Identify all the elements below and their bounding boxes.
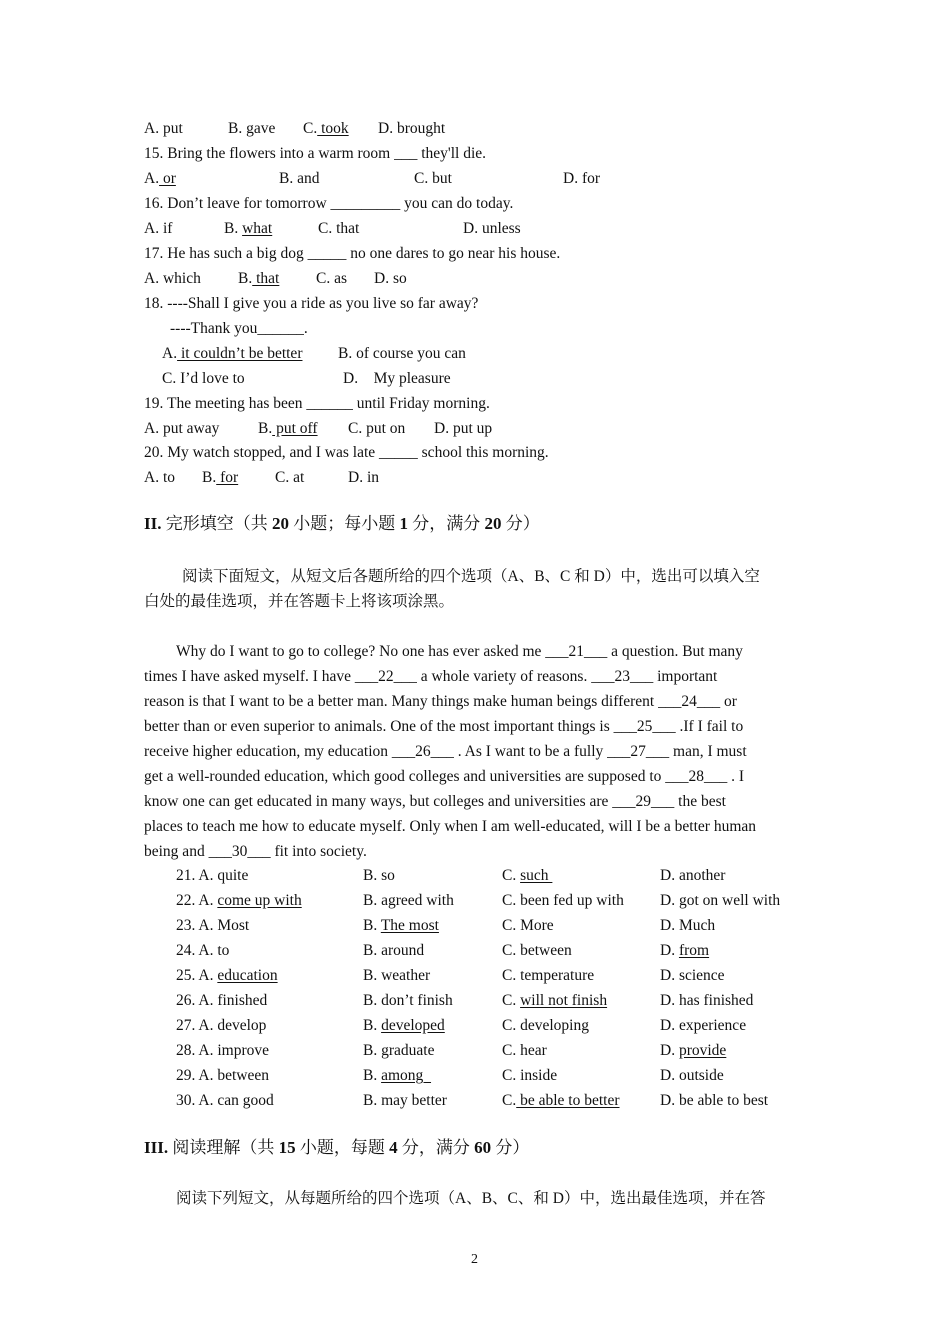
passage-line: Why do I want to go to college? No one has ever asked me ___21___ a question. But many [176, 643, 743, 660]
q18-option-b: B. of course you can [338, 345, 466, 362]
option-a: 30. A. can good [176, 1092, 274, 1109]
q16-stem: 16. Don’t leave for tomorrow _________ you can do today. [144, 195, 514, 212]
q20-option-b: B. for [202, 469, 239, 486]
option-a: 28. A. improve [176, 1042, 269, 1059]
q19-option-d: D. put up [434, 420, 493, 437]
passage-line: being and ___30___ fit into society. [144, 843, 367, 860]
q20-option-a: A. to [144, 469, 175, 486]
q15-option-b: B. and [279, 170, 320, 187]
option-b: B. weather [363, 967, 431, 984]
option-d: D. another [660, 867, 726, 884]
option-c: C. will not finish [502, 992, 608, 1009]
option-a: 29. A. between [176, 1067, 269, 1084]
q16-option-b: B. what [224, 220, 273, 237]
page-number: 2 [471, 1252, 478, 1267]
option-b: B. may better [363, 1092, 447, 1109]
option-d: D. got on well with [660, 892, 781, 909]
option-a: 23. A. Most [176, 917, 250, 934]
option-a: 24. A. to [176, 942, 230, 959]
option-d: D. from [660, 942, 710, 959]
option-c: C. be able to better [502, 1092, 620, 1109]
option-c: C. hear [502, 1042, 547, 1059]
q18-stem: 18. ----Shall I give you a ride as you live so far away? [144, 295, 479, 312]
passage-line: know one can get educated in many ways, but colleges and universities are ___29___ the best [144, 793, 726, 810]
option-c: C. between [502, 942, 572, 959]
option-c: C. developing [502, 1017, 589, 1034]
q18-option-c: C. I’d love to [162, 370, 245, 387]
option-d: D. be able to best [660, 1092, 769, 1109]
q14-option-c: C. took [303, 120, 349, 137]
q16-option-c: C. that [318, 220, 360, 237]
q15-option-d: D. for [563, 170, 601, 187]
q19-option-b: B. put off [258, 420, 318, 437]
section-3-heading: III. 阅读理解（共 15 小题，每题 4 分，满分 60 分） [144, 1138, 530, 1157]
option-c: C. inside [502, 1067, 558, 1084]
q19-option-a: A. put away [144, 420, 220, 437]
option-c: C. such [502, 867, 553, 884]
section-2-instruction-line-1: 阅读下面短文，从短文后各题所给的四个选项（A、B、C 和 D）中，选出可以填入空 [182, 568, 760, 585]
passage-line: get a well-rounded education, which good colleges and universities are supposed to ___28___ . I [144, 768, 745, 785]
option-c: C. temperature [502, 967, 595, 984]
option-b: B. The most [363, 917, 439, 934]
q17-option-b: B. that [238, 270, 280, 287]
option-d: D. Much [660, 917, 716, 934]
option-c: C. been fed up with [502, 892, 624, 909]
section-2-heading: II. 完形填空（共 20 小题；每小题 1 分，满分 20 分） [144, 514, 540, 533]
q14-option-b: B. gave [228, 120, 276, 137]
option-d: D. has finished [660, 992, 754, 1009]
q17-option-a: A. which [144, 270, 201, 287]
q14-option-d: D. brought [378, 120, 446, 137]
option-a: 27. A. develop [176, 1017, 267, 1034]
q16-option-a: A. if [144, 220, 173, 237]
option-d: D. outside [660, 1067, 724, 1084]
passage-line: reason is that I want to be a better man. Many things make human beings different ___24___ or [144, 693, 737, 710]
q15-option-c: C. but [414, 170, 452, 187]
option-b: B. developed [363, 1017, 445, 1034]
option-a: 21. A. quite [176, 867, 249, 884]
q19-stem: 19. The meeting has been ______ until Friday morning. [144, 395, 490, 412]
option-b: B. around [363, 942, 425, 959]
section-3-instruction: 阅读下列短文，从每题所给的四个选项（A、B、C、和 D）中，选出最佳选项，并在答 [176, 1190, 766, 1207]
q20-option-c: C. at [275, 469, 305, 486]
q17-option-d: D. so [374, 270, 407, 287]
option-a: 25. A. education [176, 967, 278, 984]
option-c: C. More [502, 917, 554, 934]
q17-stem: 17. He has such a big dog _____ no one dares to go near his house. [144, 245, 561, 262]
q16-option-d: D. unless [463, 220, 521, 237]
option-d: D. provide [660, 1042, 727, 1059]
option-d: D. experience [660, 1017, 747, 1034]
option-a: 22. A. come up with [176, 892, 302, 909]
q18-option-a: A. it couldn’t be better [162, 345, 303, 362]
q18-option-d: D. My pleasure [343, 370, 451, 387]
option-b: B. graduate [363, 1042, 435, 1059]
q19-option-c: C. put on [348, 420, 406, 437]
q18-reply: ----Thank you______. [170, 320, 308, 337]
passage-line: better than or even superior to animals. One of the most important things is ___25___ .If I fail to [144, 718, 744, 735]
option-b: B. so [363, 867, 395, 884]
q15-option-a: A. or [144, 170, 176, 187]
q14-option-a: A. put [144, 120, 183, 137]
q17-option-c: C. as [316, 270, 347, 287]
q15-stem: 15. Bring the flowers into a warm room ___ they'll die. [144, 145, 487, 162]
option-d: D. science [660, 967, 725, 984]
option-a: 26. A. finished [176, 992, 268, 1009]
q20-option-d: D. in [348, 469, 379, 486]
option-b: B. don’t finish [363, 992, 453, 1009]
passage-line: times I have asked myself. I have ___22___ a whole variety of reasons. ___23___ important [144, 668, 718, 685]
section-2-instruction-line-2: 白处的最佳选项，并在答题卡上将该项涂黑。 [144, 593, 455, 610]
option-b: B. among [363, 1067, 432, 1084]
passage-line: places to teach me how to educate myself. Only when I am well-educated, will I be a better human [144, 818, 757, 835]
passage-line: receive higher education, my education ___26___ . As I want to be a fully ___27___ man, I must [144, 743, 747, 760]
option-b: B. agreed with [363, 892, 454, 909]
q20-stem: 20. My watch stopped, and I was late _____ school this morning. [144, 444, 549, 461]
